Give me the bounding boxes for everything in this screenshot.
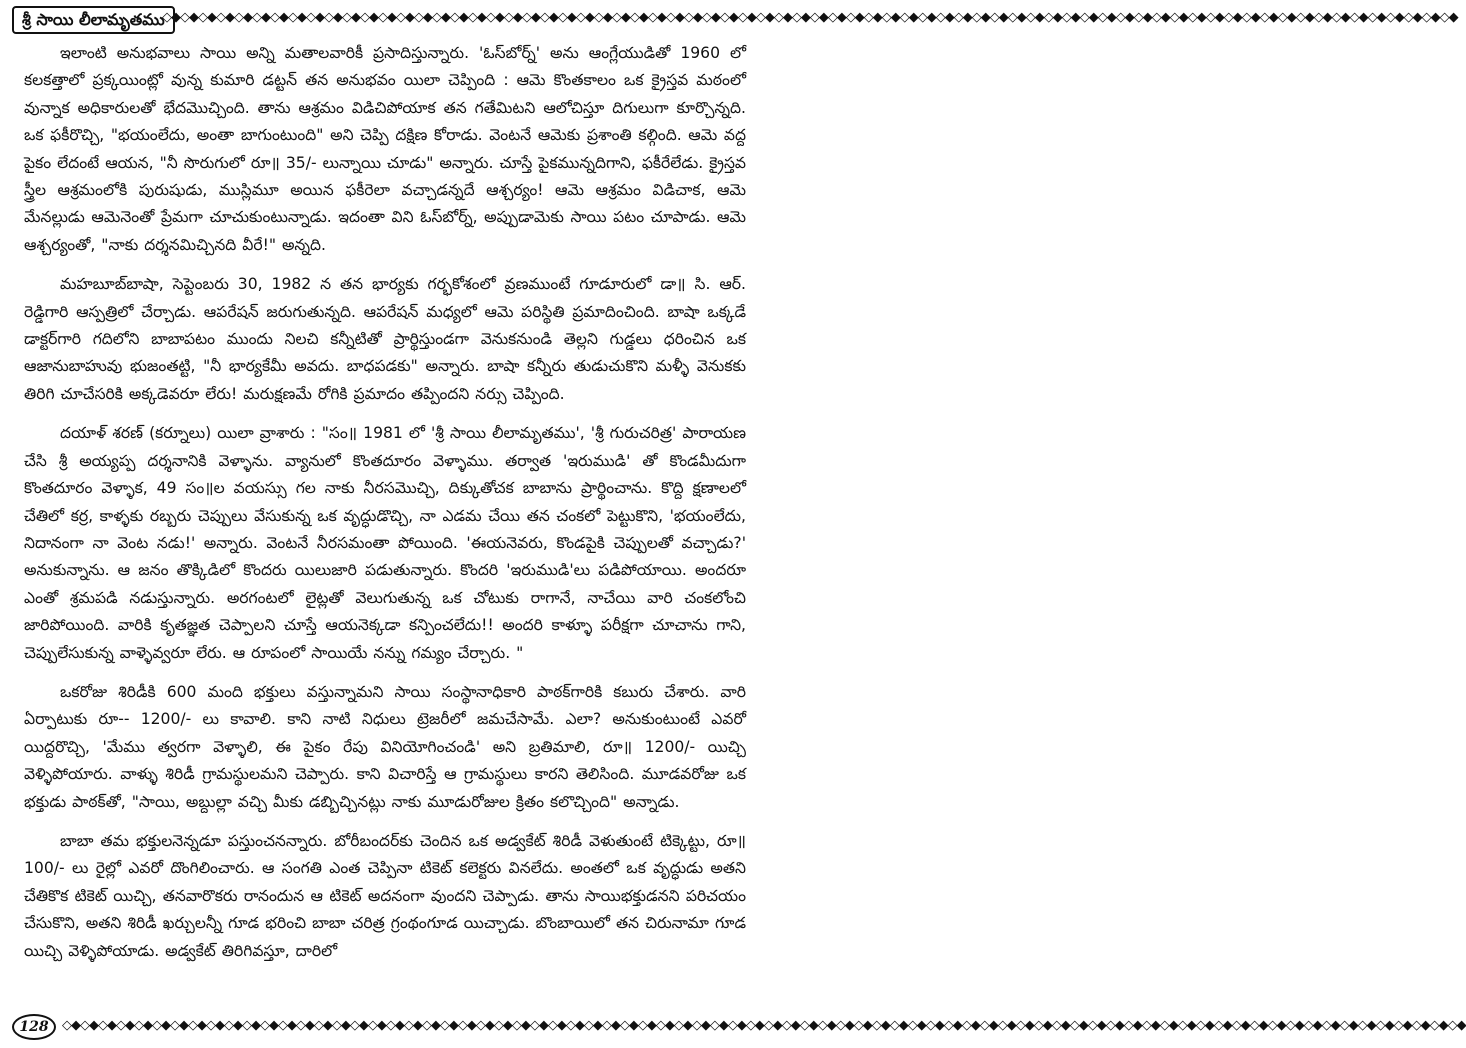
paragraph-pathak: ఒకరోజు శిరిడీకి 600 మంది భక్తులు వస్తున్నామని సాయి సంస్థానాధికారి పాఠక్‌గారికి కబురు చేశారు. వారి ఏర్పాటుకు రూ-- 1200/- లు కావాలి. కాని నాటి నిధులు ట్రెజరీలో జమచేసామే. ఎలా? అనుకుంటుంటే ఎవరో యిద్దరొచ్చి, 'మేము త్వరగా వెళ్ళాలి, ఈ పైకం రేపు వినియోగించండి' అని బ్రతిమాలి, రూ॥ 1200/- యిచ్చి వెళ్ళిపోయారు. వాళ్ళు శిరిడీ గ్రామస్థులమని చెప్పారు. కాని విచారిస్తే ఆ గ్రామస్థులు కారని తెలిసింది. మూడవరోజు ఒక భక్తుడు పాఠక్‌తో, "సాయి, అబ్దుల్లా వచ్చి మీకు డబ్బిచ్చినట్లు నాకు మూడురోజుల క్రితం కలొచ్చింది" అన్నాడు. xyxy=(24,682,746,811)
footer-ornament-border: ◇◆◇◆◇◆◇◆◇◆◇◆◇◆◇◆◇◆◇◆◇◆◇◆◇◆◇◆◇◆◇◆◇◆◇◆◇◆◇◆◇◆◇◆◇◆◇◆◇◆◇◆◇◆◇◆◇◆◇◆◇◆◇◆◇◆◇◆◇◆◇◆◇◆◇◆◇◆◇◆◇◆◇◆◇◆◇◆◇◆◇◆◇◆◇◆◇◆◇◆◇◆◇◆◇◆◇◆◇◆◇◆◇◆◇◆◇◆◇◆◇◆◇◆◇◆◇◆◇◆◇◆◇◆◇◆◇◆◇◆◇◆◇◆◇◆◇◆◇◆◇◆◇◆◇◆ xyxy=(62,1018,1466,1033)
paragraph-mahaboob-basha: మహబూబ్‌బాషా, సెప్టెంబరు 30, 1982 న తన భార్యకు గర్భకోశంలో వ్రణముంటే గూడూరులో డా॥ సి. ఆర్. రెడ్డిగారి ఆస్పత్రిలో చేర్చాడు. ఆపరేషన్ జరుగుతున్నది. ఆపరేషన్ మధ్యలో ఆమె పరిస్థితి ప్రమాదించింది. బాషా ఒక్కడే డాక్టర్‌గారి గదిలోని బాబాపటం ముందు నిలచి కన్నీటితో ప్రార్థిస్తుండగా వెనుకనుండి తెల్లని గుడ్డలు ధరించిన ఒక ఆజానుబాహువు భుజంతట్టి, "నీ భార్యకేమీ అవదు. బాధపడకు" అన్నారు. బాషా కన్నీరు తుడుచుకొని మళ్ళీ వెనుకకు తిరిగి చూచేసరికి అక్కడెవరూ లేరు! మరుక్షణమే రోగికి ప్రమాదం తప్పిందని నర్సు చెప్పింది. xyxy=(24,275,746,403)
book-title: శ్రీ సాయి లీలామృతము xyxy=(12,6,175,34)
page-number: 128 xyxy=(12,1014,56,1040)
header-ornament-border: ◇◆◇◆◇◆◇◆◇◆◇◆◇◆◇◆◇◆◇◆◇◆◇◆◇◆◇◆◇◆◇◆◇◆◇◆◇◆◇◆◇◆◇◆◇◆◇◆◇◆◇◆◇◆◇◆◇◆◇◆◇◆◇◆◇◆◇◆◇◆◇◆◇◆◇◆◇◆◇◆◇◆◇◆◇◆◇◆◇◆◇◆◇◆◇◆◇◆◇◆◇◆◇◆◇◆◇◆◇◆◇◆◇◆◇◆◇◆◇◆◇◆◇◆◇◆◇◆◇◆◇◆◇◆◇◆◇◆◇◆◇◆◇◆ xyxy=(162,10,1458,25)
page-header xyxy=(12,4,1458,34)
paragraph-advocate: బాబా తమ భక్తులనెన్నడూ పస్తుంచనన్నారు. బోరీబందర్‌కు చెందిన ఒక అడ్వకేట్ శిరిడీ వెళుతుంటే టిక్కెట్టు, రూ॥ 100/- లు రైల్లో ఎవరో దొంగిలించారు. ఆ సంగతి ఎంత చెప్పినా టికెట్ కలెక్టరు వినలేదు. అంతలో ఒక వృద్ధుడు అతని చేతికొక టికెట్ యిచ్చి, తనవారొకరు రానందున ఆ టికెట్ అదనంగా వుందని చెప్పాడు. తాను సాయిభక్తుడనని పరిచయం చేసుకొని, అతని శిరిడీ ఖర్చులన్నీ గూడ భరించి బాబా చరిత్ర గ్రంథంగూడ యిచ్చాడు. బొంబాయిలో తన చిరునామా గూడ యిచ్చి వెళ్ళిపోయాడు. అడ్వకేట్ తిరిగివస్తూ, దారిలో xyxy=(24,831,746,960)
page-footer xyxy=(12,1012,1466,1042)
page-body xyxy=(24,40,746,977)
paragraph-osborne: ఇలాంటి అనుభవాలు సాయి అన్ని మతాలవారికీ ప్రసాదిస్తున్నారు. 'ఓస్‌బోర్న్' అను ఆంగ్లేయుడితో 1960 లో కలకత్తాలో ప్రక్కయింట్లో వున్న కుమారి డట్టన్ తన అనుభవం యిలా చెప్పింది : ఆమె కొంతకాలం ఒక క్రైస్తవ మఠంలో వున్నాక అధికారులతో భేదమొచ్చింది. తాను ఆశ్రమం విడిచిపోయాక తన గతేమిటని ఆలోచిస్తూ దిగులుగా కూర్చొన్నది. ఒక ఫకీరొచ్చి, "భయంలేదు, అంతా బాగుంటుంది" అని చెప్పి దక్షిణ కోరాడు. వెంటనే ఆమెకు ప్రశాంతి కల్గింది. ఆమె వద్ద పైకం లేదంటే ఆయన, "నీ సొరుగులో రూ॥ 35/- లున్నాయి చూడు" అన్నారు. చూస్తే పైకమున్నదిగాని, ఫకీరేలేడు. క్రైస్తవ స్త్రీల ఆశ్రమంలోకి పురుషుడు, ముస్లిమూ అయిన ఫకీరెలా వచ్చాడన్నదే ఆశ్చర్యం! ఆమె ఆశ్రమం విడిచాక, ఆమె మేనల్లుడు ఆమెనెంతో ప్రేమగా చూచుకుంటున్నాడు. ఇదంతా విని ఓస్‌బోర్న్, అప్పుడామెకు సాయి పటం చూపాడు. ఆమె ఆశ్చర్యంతో, "నాకు దర్శనమిచ్చినది వీరే!" అన్నది. xyxy=(24,44,746,254)
paragraph-dayal-sharan: దయాళ్ శరణ్ (కర్నూలు) యిలా వ్రాశారు : "సం॥ 1981 లో 'శ్రీ సాయి లీలామృతము', 'శ్రీ గురుచరిత్ర' పారాయణ చేసి శ్రీ అయ్యప్ప దర్శనానికి వెళ్ళాను. వ్యానులో కొంతదూరం వెళ్ళాము. తర్వాత 'ఇరుముడి' తో కొండమీదుగా కొంతదూరం వెళ్ళాక, 49 సం॥ల వయస్సు గల నాకు నీరసమొచ్చి, దిక్కుతోచక బాబాను ప్రార్థించాను. కొద్ది క్షణాలలో చేతిలో కర్ర, కాళ్ళకు రబ్బరు చెప్పులు వేసుకున్న ఒక వృద్ధుడొచ్చి, నా ఎడమ చేయి తన చంకలో పెట్టుకొని, 'భయంలేదు, నిదానంగా నా వెంట నడు!' అన్నారు. వెంటనే నీరసమంతా పోయింది. 'ఈయనెవరు, కొండపైకి చెప్పులతో వచ్చాడు?' అనుకున్నాను. ఆ జనం తొక్కిడిలో కొందరు యిలుజారి పడుతున్నారు. కొందరి 'ఇరుముడి'లు పడిపోయాయి. అందరూ ఎంతో శ్రమపడి నడుస్తున్నారు. అరగంటలో లైట్లతో వెలుగుతున్న ఒక చోటుకు రాగానే, నాచేయి వారి చంకలోంచి జారిపోయింది. వారికి కృతజ్ఞత చెప్పాలని చూస్తే ఆయనెక్కడా కన్పించలేదు!! అందరి కాళ్ళూ పరీక్షగా చూచాను గాని, చెప్పులేసుకున్న వాళ్ళెవ్వరూ లేరు. ఆ రూపంలో సాయియే నన్ను గమ్యం చేర్చారు. " xyxy=(24,424,746,662)
